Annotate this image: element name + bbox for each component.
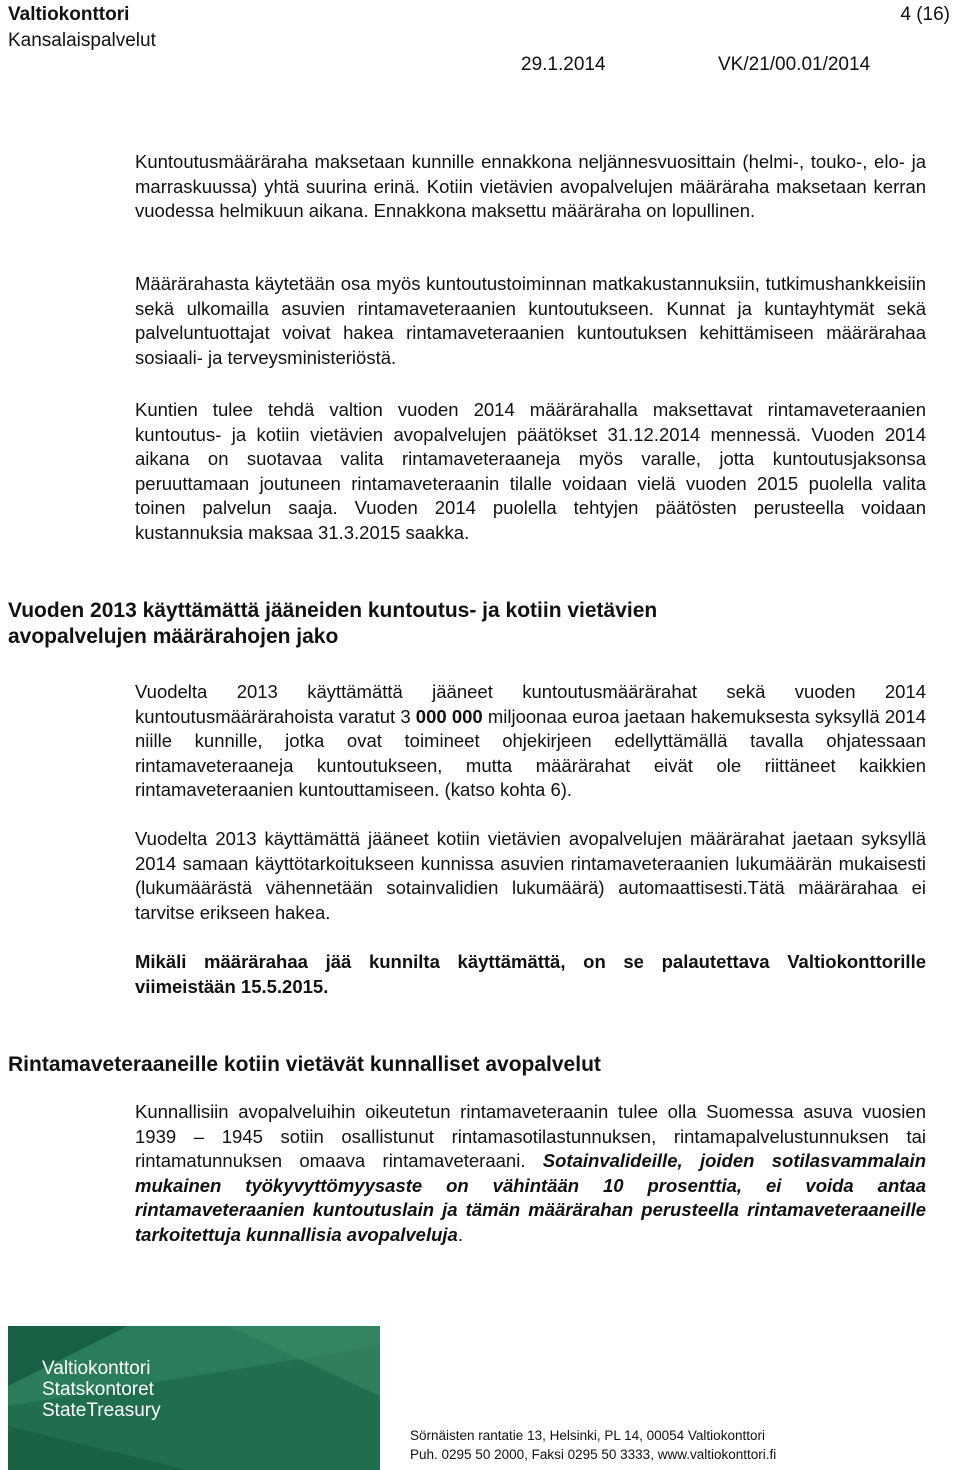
- p4-text-start: Vuodelta 2013 käyttämättä jääneet kuntoutusmäärärahat sekä vuoden 2014 kuntoutusmäärärahoista varatut 3: [135, 681, 926, 727]
- paragraph-decision-deadline: Kuntien tulee tehdä valtion vuoden 2014 määrärahalla maksettavat rintamaveteraanien kuntoutus- ja kotiin vietävien avopalvelujen päätökset 31.12.2014 mennessä. Vuoden 2014 aikana on suotavaa valita rintamaveteraaneja myös varalle, jotta kuntoutusjaksonsa peruuttamaan joutuneen rintamaveteraanin tilalle voidaan vielä vuoden 2015 puolella valita toinen palvelun saaja. Vuoden 2014 puolella tehtyjen päätösten perusteella voidaan kustannuksia maksaa 31.3.2015 saakka.: [135, 399, 926, 543]
- paragraph-home-services-distribution: Vuodelta 2013 käyttämättä jääneet kotiin vietävien avopalvelujen määrärahat jaetaan syksyllä 2014 samaan käyttötarkoitukseen kunnissa asuvien rintamaveteraanien lukumäärän mukaisesti (lukumäärästä vähennetään sotainvalidien lukumäärä) automaattisesti.Tätä määrärahaa ei tarvitse erikseen hakea.: [135, 828, 926, 923]
- header-left: [8, 2, 156, 54]
- logo-text: [42, 1358, 161, 1421]
- department-name: Kansalaispalvelut: [8, 30, 156, 51]
- footer-contact: [410, 1426, 776, 1464]
- paragraph-eligibility: [135, 1100, 926, 1247]
- paragraph-payment-schedule: Kuntoutusmääräraha maksetaan kunnille ennakkona neljännesvuosittain (helmi-, touko-, elo- ja marraskuussa) yhtä suurina erinä. Kotiin vietävien avopalvelujen määräraha maksetaan kerran vuodessa helmikuun aikana. Ennakkona maksettu määräraha on lopullinen.: [135, 151, 926, 221]
- paragraph-appropriation-use: Määrärahasta käytetään osa myös kuntoutustoiminnan matkakustannuksiin, tutkimushankkeisiin sekä ulkomailla asuvien rintamaveteraanien kuntoutukseen. Kunnat ja kuntayhtymät sekä palveluntuottajat voivat hakea rintamaveteraanien kuntoutuksen kehittämiseen määrärahaa sosiaali- ja terveysministeriöstä.: [135, 273, 926, 368]
- document-reference: VK/21/00.01/2014: [718, 54, 871, 75]
- paragraph-rehabilitation-distribution: [135, 680, 926, 803]
- heading-municipal-home-services: Rintamaveteraaneille kotiin vietävät kunnalliset avopalvelut: [8, 1053, 601, 1076]
- p7-emphasis: Sotainvalideille, joiden sotilasvammalain mukainen työkyvyttömyysaste on vähintään 10 prosenttia, ei voida antaa rintamaveteraanien kuntoutuslain ja tämän määrärahan perusteella rintamaveteraaneille tarkoitettuja kunnallisia avopalveluja: [135, 1150, 926, 1245]
- footer-phone: Puh. 0295 50 2000, Faksi 0295 50 3333, www.valtiokonttori.fi: [410, 1447, 777, 1462]
- valtiokonttori-logo: [8, 1326, 380, 1470]
- p4-text-end: miljoonaa euroa jaetaan hakemuksesta syksyllä 2014 niille kunnille, jotka ovat toimineet ohjekirjeen edellyttämällä tavalla ohjatessaan rintamaveteraaneja kuntoutukseen, mutta määrärahat eivät ole riittäneet kaikkien rintamaveteraanien kuntouttamiseen. (katso kohta 6).: [135, 705, 927, 800]
- footer-address: Sörnäisten rantatie 13, Helsinki, PL 14, 00054 Valtiokonttori: [410, 1428, 765, 1443]
- logo-line-finnish: Valtiokonttori: [42, 1358, 151, 1379]
- organization-name: Valtiokonttori: [8, 4, 130, 25]
- p7-text-end: .: [457, 1223, 463, 1245]
- logo-line-english: StateTreasury: [42, 1400, 161, 1421]
- logo-line-swedish: Statskontoret: [42, 1379, 154, 1400]
- p7-text-start: Kunnallisiin avopalveluihin oikeutetun rintamaveteraanin tulee olla Suomessa asuva vuosien 1939 – 1945 sotiin osallistunut rintamasotilastunnuksen, rintamapalvelustunnuksen tai rintamatunnuksen omaava rintamaveteraani.: [135, 1101, 926, 1171]
- document-date: 29.1.2014: [521, 54, 606, 75]
- page-number: 4 (16): [900, 4, 950, 25]
- amount-highlight: 000 000: [410, 705, 483, 727]
- heading-unused-appropriations: Vuoden 2013 käyttämättä jääneiden kuntoutus- ja kotiin vietävien avopalvelujen määrärahojen jako: [8, 599, 658, 648]
- paragraph-return-notice: Mikäli määrärahaa jää kunnilta käyttämättä, on se palautettava Valtiokonttorille viimeistään 15.5.2015.: [135, 951, 926, 997]
